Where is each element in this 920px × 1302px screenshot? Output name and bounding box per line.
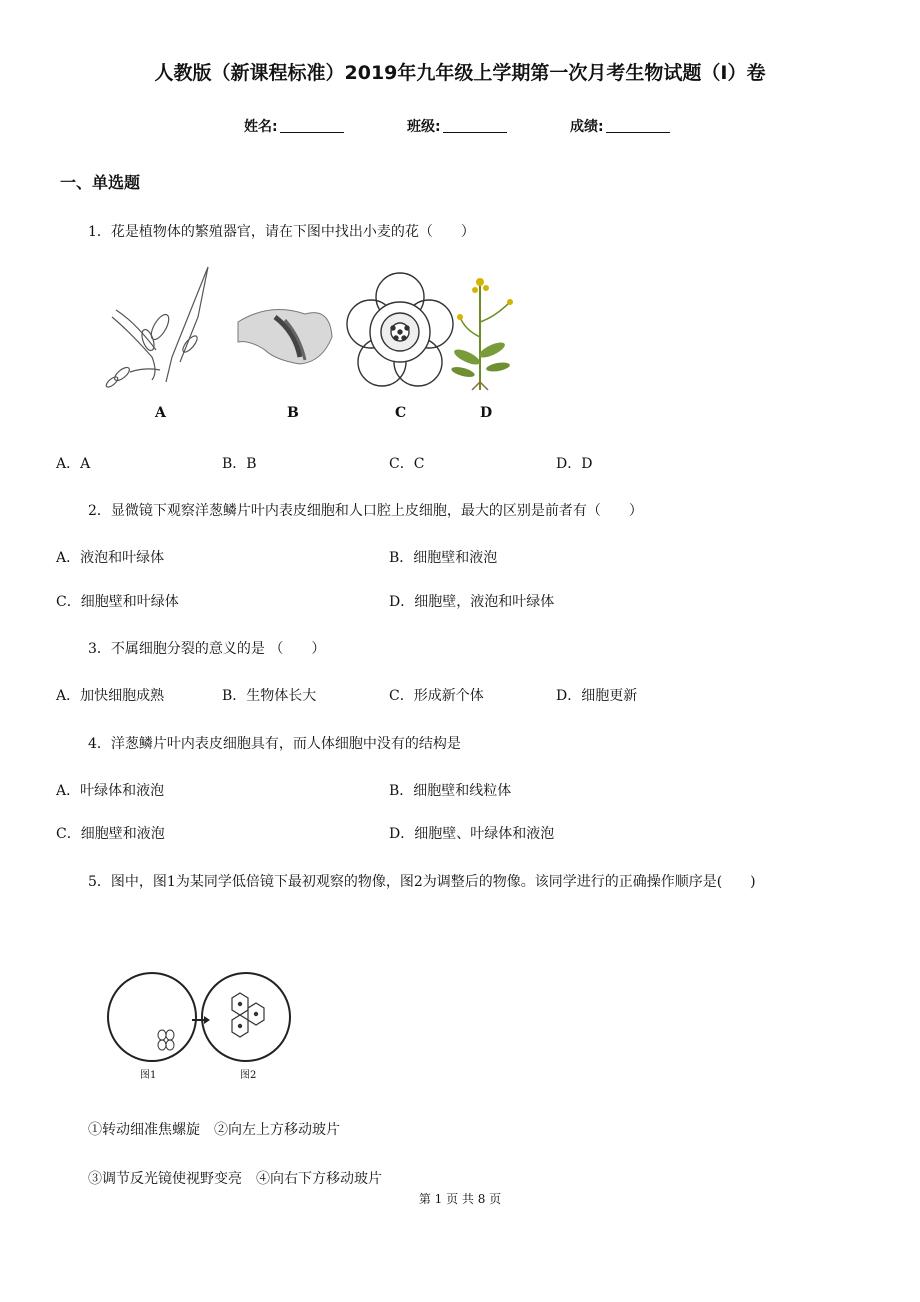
insect-flower-image (238, 310, 332, 365)
name-label: 姓名: (244, 119, 278, 135)
q5-steps-line-2: ③调节反光镜使视野变亮 ④向右下方移动玻片 (88, 1171, 382, 1187)
small-cells (158, 1030, 174, 1050)
question-2-text: 2．显微镜下观察洋葱鳞片叶内表皮细胞和人口腔上皮细胞，最大的区别是前者有（ ） (88, 503, 643, 519)
figure-2-label: 图2 (240, 1070, 257, 1081)
q2-option-a: A．液泡和叶绿体 (56, 550, 165, 566)
q4-option-d: D．细胞壁、叶绿体和液泡 (389, 826, 555, 842)
image-label-b: B (287, 405, 299, 421)
class-blank (443, 118, 507, 133)
class-label: 班级: (407, 119, 441, 135)
section-heading: 一、单选题 (60, 173, 141, 192)
image-label-c: C (395, 405, 407, 421)
q1-option-d: D．D (556, 456, 593, 472)
figure-1-label: 图1 (140, 1070, 157, 1081)
q4-option-b: B．细胞壁和线粒体 (389, 783, 512, 799)
q3-option-b: B．生物体长大 (222, 688, 317, 704)
page-footer: 第 1 页 共 8 页 (418, 1192, 502, 1206)
q2-option-b: B．细胞壁和液泡 (389, 550, 498, 566)
question-1-text: 1．花是植物体的繁殖器官，请在下图中找出小麦的花（ ） (88, 224, 475, 240)
page-title: 人教版（新课程标准）2019年九年级上学期第一次月考生物试题（I）卷 (154, 62, 766, 84)
figure-2-field (202, 973, 290, 1061)
flower-images (100, 262, 530, 397)
round-flower-image (347, 273, 453, 386)
score-blank (606, 118, 670, 133)
q3-option-d: D．细胞更新 (556, 688, 638, 704)
figure-1-field (108, 973, 196, 1061)
question-3-text: 3．不属细胞分裂的意义的是 （ ） (88, 641, 326, 657)
microscope-figure (100, 965, 300, 1085)
q1-option-c: C．C (389, 456, 425, 472)
question-5-text: 5．图中，图1为某同学低倍镜下最初观察的物像，图2为调整后的物像。该同学进行的正确操作顺序是( ) (88, 874, 756, 890)
class-field (407, 116, 507, 136)
score-field (570, 116, 670, 136)
name-field (244, 116, 344, 136)
q3-option-c: C．形成新个体 (389, 688, 484, 704)
q5-steps-line-1: ①转动细准焦螺旋 ②向左上方移动玻片 (88, 1122, 340, 1138)
question-4-text: 4．洋葱鳞片叶内表皮细胞具有，而人体细胞中没有的结构是 (88, 736, 461, 752)
large-cells (232, 993, 264, 1037)
q2-option-c: C．细胞壁和叶绿体 (56, 594, 179, 610)
q4-option-a: A．叶绿体和液泡 (56, 783, 165, 799)
q1-option-b: B．B (222, 456, 257, 472)
q2-option-d: D．细胞壁，液泡和叶绿体 (389, 594, 555, 610)
q3-option-a: A．加快细胞成熟 (56, 688, 165, 704)
image-label-d: D (480, 405, 493, 421)
q4-option-c: C．细胞壁和液泡 (56, 826, 165, 842)
plant-image (450, 278, 513, 390)
name-blank (280, 118, 344, 133)
wheat-flower-image (105, 267, 208, 389)
image-label-a: A (155, 405, 166, 421)
score-label: 成绩: (570, 119, 604, 135)
q1-option-a: A．A (56, 456, 91, 472)
